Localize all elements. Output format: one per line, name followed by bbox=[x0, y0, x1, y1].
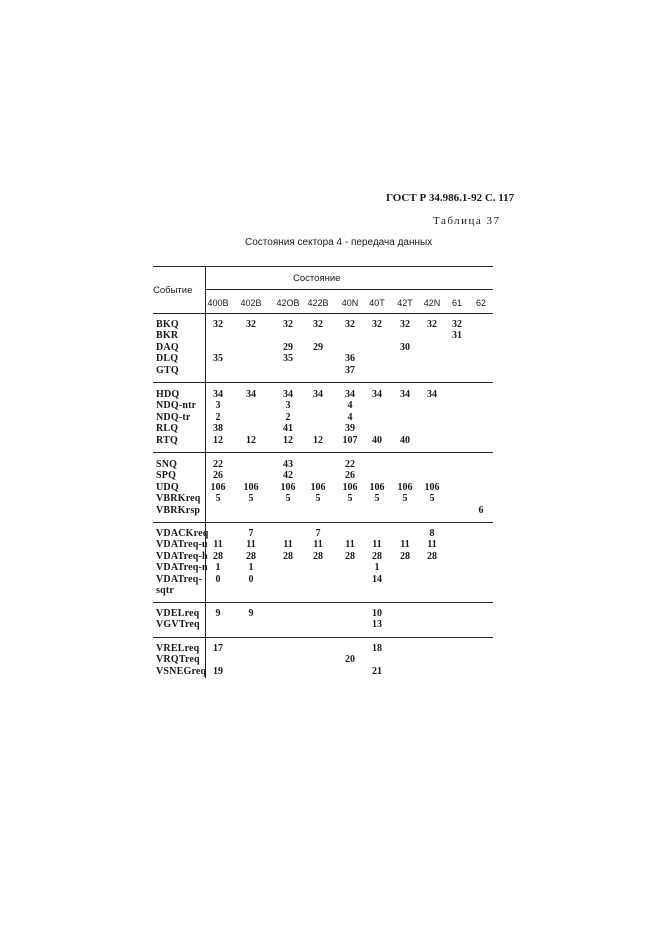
event-label: BKQ bbox=[156, 319, 179, 330]
table-cell: 5 bbox=[285, 493, 291, 505]
table-cell: 13 bbox=[372, 619, 382, 631]
group-divider-rule bbox=[153, 382, 493, 383]
column-header: 422B bbox=[307, 298, 329, 308]
event-label: VRQTreq bbox=[156, 654, 200, 666]
table-cell: 22 bbox=[345, 459, 355, 470]
event-label: VGVTreq bbox=[156, 619, 200, 631]
table-cell: 12 bbox=[246, 434, 256, 446]
table-cell: 34 bbox=[400, 389, 410, 400]
event-label: VBRKreq bbox=[156, 493, 201, 505]
column-header: 42OB bbox=[276, 298, 300, 308]
table-cell: 29 bbox=[313, 341, 323, 353]
table-cell: 106 bbox=[342, 481, 358, 493]
table-top-rule bbox=[153, 266, 493, 267]
table-cell: 43 bbox=[283, 459, 293, 470]
table-cell: 2 bbox=[215, 411, 221, 423]
table-label: Таблица 37 bbox=[433, 215, 501, 227]
table-cell: 21 bbox=[372, 665, 382, 677]
table-cell: 11 bbox=[283, 539, 293, 551]
table-caption: Состояния сектора 4 - передача данных bbox=[245, 237, 433, 248]
table-cell: 42 bbox=[283, 470, 293, 482]
table-cell: 31 bbox=[452, 330, 462, 342]
table-cell: 10 bbox=[372, 608, 382, 619]
column-header: 42N bbox=[423, 298, 441, 308]
event-label: VDATreq-u bbox=[156, 539, 208, 551]
group-divider-rule bbox=[153, 637, 493, 638]
table-cell: 32 bbox=[452, 319, 462, 330]
group-divider-rule bbox=[153, 522, 493, 523]
event-column-header: Событие bbox=[153, 285, 193, 296]
event-label: VDACKreq bbox=[156, 528, 209, 539]
state-subheader-rule bbox=[205, 289, 493, 290]
table-cell: 28 bbox=[345, 550, 355, 562]
table-cell: 107 bbox=[342, 434, 358, 446]
group-divider-rule bbox=[153, 313, 493, 314]
table-cell: 3 bbox=[285, 400, 291, 412]
event-label: sqtr bbox=[156, 585, 175, 596]
table-cell: 9 bbox=[248, 608, 254, 619]
table-cell: 11 bbox=[246, 539, 256, 551]
event-label: VBRKrsp bbox=[156, 504, 201, 516]
table-cell: 5 bbox=[374, 493, 380, 505]
event-label: RTQ bbox=[156, 434, 178, 446]
table-cell: 5 bbox=[402, 493, 408, 505]
page-header: ГОСТ Р 34.986.1-92 С. 117 bbox=[386, 192, 515, 204]
column-header: 42T bbox=[397, 298, 413, 308]
table-cell: 34 bbox=[372, 389, 382, 400]
table-cell: 0 bbox=[248, 573, 254, 585]
column-header: 62 bbox=[475, 298, 486, 308]
table-cell: 39 bbox=[345, 423, 355, 435]
table-cell: 6 bbox=[478, 504, 484, 516]
table-cell: 32 bbox=[213, 319, 223, 330]
table-cell: 2 bbox=[285, 411, 291, 423]
table-cell: 26 bbox=[345, 470, 355, 482]
table-cell: 3 bbox=[215, 400, 221, 412]
table-cell: 11 bbox=[372, 539, 382, 551]
event-label: BKR bbox=[156, 330, 179, 342]
table-cell: 36 bbox=[345, 353, 355, 365]
table-cell: 34 bbox=[427, 389, 437, 400]
table-cell: 106 bbox=[310, 481, 326, 493]
event-label: NDQ-tr bbox=[156, 411, 191, 423]
column-header: 402B bbox=[240, 298, 262, 308]
table-cell: 5 bbox=[315, 493, 321, 505]
table-cell: 20 bbox=[345, 654, 355, 666]
table-cell: 9 bbox=[215, 608, 221, 619]
table-cell: 11 bbox=[345, 539, 355, 551]
event-label: DAQ bbox=[156, 341, 179, 353]
table-cell: 32 bbox=[313, 319, 323, 330]
event-label: UDQ bbox=[156, 481, 179, 493]
table-cell: 30 bbox=[400, 341, 410, 353]
table-cell: 106 bbox=[397, 481, 413, 493]
event-label: GTQ bbox=[156, 364, 179, 376]
table-cell: 5 bbox=[248, 493, 254, 505]
table-cell: 106 bbox=[424, 481, 440, 493]
table-cell: 40 bbox=[400, 434, 410, 446]
table-cell: 32 bbox=[372, 319, 382, 330]
table-cell: 34 bbox=[283, 389, 293, 400]
table-cell: 4 bbox=[347, 411, 353, 423]
column-header: 400B bbox=[207, 298, 229, 308]
table-cell: 106 bbox=[210, 481, 226, 493]
event-label: VDATreq- bbox=[156, 573, 203, 585]
table-cell: 106 bbox=[243, 481, 259, 493]
table-cell: 35 bbox=[283, 353, 293, 365]
event-label: VDATreq-h bbox=[156, 550, 208, 562]
event-label: HDQ bbox=[156, 389, 180, 400]
table-cell: 29 bbox=[283, 341, 293, 353]
table-cell: 7 bbox=[315, 528, 321, 539]
table-cell: 32 bbox=[427, 319, 437, 330]
event-label: VDATreq-n bbox=[156, 562, 208, 574]
table-cell: 11 bbox=[313, 539, 323, 551]
event-label: RLQ bbox=[156, 423, 179, 435]
table-cell: 22 bbox=[213, 459, 223, 470]
table-cell: 19 bbox=[213, 665, 223, 677]
table-cell: 28 bbox=[283, 550, 293, 562]
table-cell: 8 bbox=[429, 528, 435, 539]
table-cell: 32 bbox=[345, 319, 355, 330]
table-cell: 28 bbox=[313, 550, 323, 562]
table-cell: 32 bbox=[400, 319, 410, 330]
table-cell: 34 bbox=[246, 389, 256, 400]
column-header: 61 bbox=[451, 298, 462, 308]
event-label: SPQ bbox=[156, 470, 177, 482]
table-cell: 1 bbox=[374, 562, 380, 574]
table-cell: 35 bbox=[213, 353, 223, 365]
table-cell: 106 bbox=[280, 481, 296, 493]
table-cell: 34 bbox=[213, 389, 223, 400]
table-cell: 28 bbox=[427, 550, 437, 562]
table-cell: 106 bbox=[369, 481, 385, 493]
group-divider-rule bbox=[153, 452, 493, 453]
group-divider-rule bbox=[153, 602, 493, 603]
table-cell: 38 bbox=[213, 423, 223, 435]
table-cell: 26 bbox=[213, 470, 223, 482]
table-cell: 12 bbox=[313, 434, 323, 446]
state-group-header: Состояние bbox=[293, 273, 341, 284]
table-cell: 34 bbox=[313, 389, 323, 400]
table-cell: 11 bbox=[400, 539, 410, 551]
table-cell: 1 bbox=[248, 562, 254, 574]
table-cell: 28 bbox=[213, 550, 223, 562]
event-label: NDQ-ntr bbox=[156, 400, 197, 412]
column-header: 40T bbox=[369, 298, 385, 308]
table-cell: 28 bbox=[372, 550, 382, 562]
table-cell: 5 bbox=[215, 493, 221, 505]
event-label: VRELreq bbox=[156, 643, 200, 654]
table-cell: 11 bbox=[213, 539, 223, 551]
column-header: 40N bbox=[341, 298, 359, 308]
table-cell: 32 bbox=[246, 319, 256, 330]
event-label: VSNEGreq bbox=[156, 665, 207, 677]
table-cell: 1 bbox=[215, 562, 221, 574]
table-cell: 5 bbox=[429, 493, 435, 505]
table-cell: 11 bbox=[427, 539, 437, 551]
event-label: DLQ bbox=[156, 353, 179, 365]
table-cell: 28 bbox=[246, 550, 256, 562]
table-cell: 34 bbox=[345, 389, 355, 400]
table-cell: 18 bbox=[372, 643, 382, 654]
event-label: VDELreq bbox=[156, 608, 200, 619]
table-cell: 28 bbox=[400, 550, 410, 562]
table-cell: 40 bbox=[372, 434, 382, 446]
table-cell: 5 bbox=[347, 493, 353, 505]
table-cell: 14 bbox=[372, 573, 382, 585]
table-cell: 7 bbox=[248, 528, 254, 539]
table-cell: 12 bbox=[213, 434, 223, 446]
table-cell: 4 bbox=[347, 400, 353, 412]
table-cell: 41 bbox=[283, 423, 293, 435]
table-cell: 17 bbox=[213, 643, 223, 654]
table-cell: 0 bbox=[215, 573, 221, 585]
table-cell: 12 bbox=[283, 434, 293, 446]
event-label: SNQ bbox=[156, 459, 178, 470]
table-cell: 37 bbox=[345, 364, 355, 376]
table-cell: 32 bbox=[283, 319, 293, 330]
